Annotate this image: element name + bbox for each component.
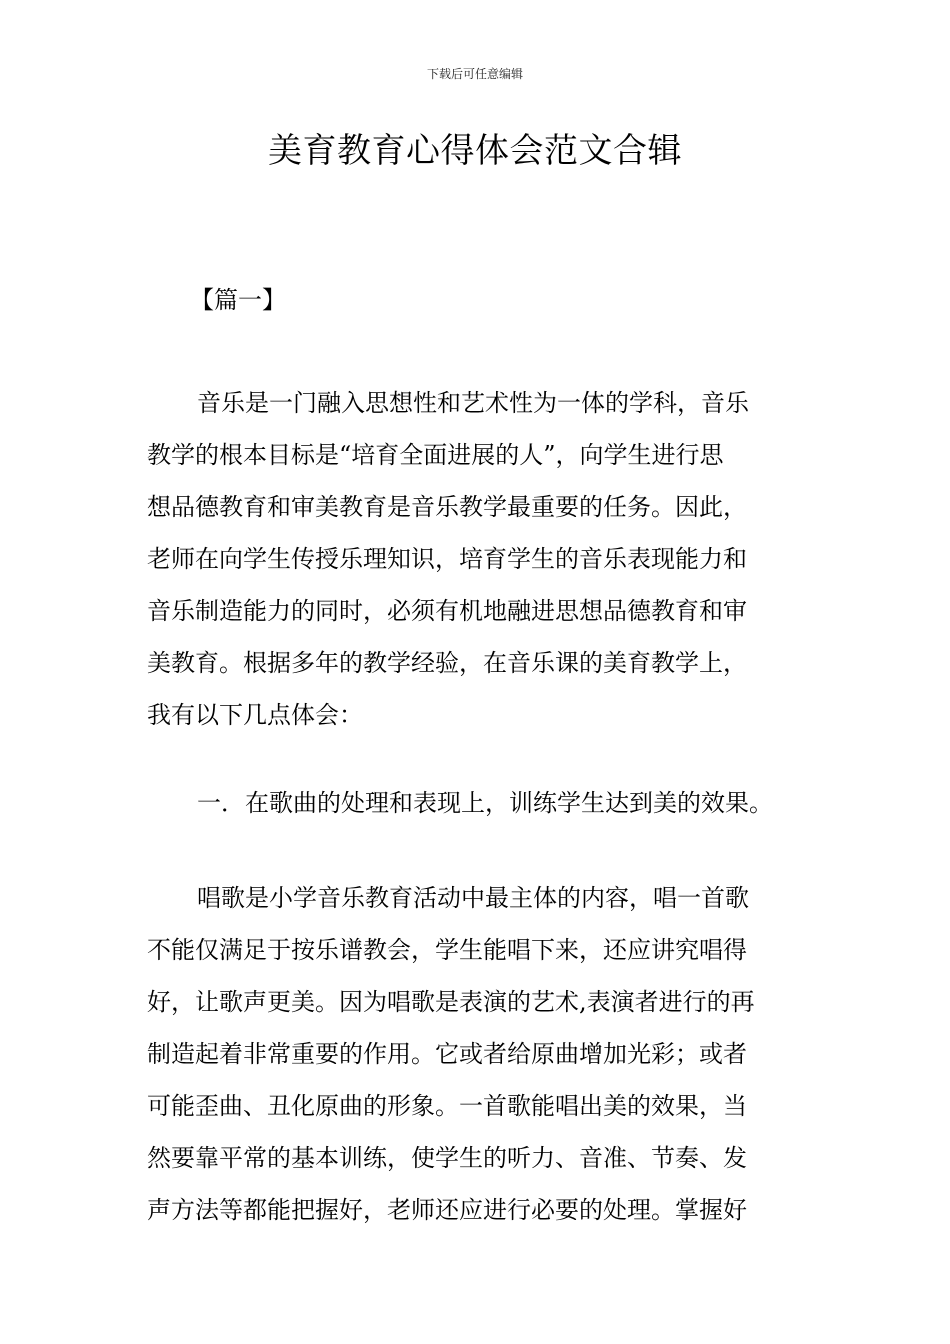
subheading-one	[147, 777, 807, 829]
paragraph-line: 老师在向学生传授乐理知识，培育学生的音乐表现能力和	[147, 545, 747, 573]
paragraph-line: 唱歌是小学音乐教育活动中最主体的内容，唱一首歌	[197, 884, 749, 912]
paragraph-line: 可能歪曲、丑化原曲的形象。一首歌能唱出美的效果，当	[147, 1092, 747, 1120]
subheading-line: 一．在歌曲的处理和表现上，训练学生达到美的效果。	[197, 789, 773, 817]
document-title: 美育教育心得体会范文合辑	[268, 131, 682, 171]
paragraph-intro	[147, 377, 807, 741]
paragraph-line: 然要靠平常的基本训练，使学生的听力、音准、节奏、发	[147, 1144, 747, 1172]
paragraph-line: 不能仅满足于按乐谱教会，学生能唱下来，还应讲究唱得	[147, 936, 747, 964]
paragraph-line: 声方法等都能把握好，老师还应进行必要的处理。掌握好	[147, 1196, 747, 1224]
paragraph-line: 教学的根本目标是“培育全面进展的人”，向学生进行思	[147, 441, 724, 469]
paragraph-line: 好，让歌声更美。因为唱歌是表演的艺术,表演者进行的再	[147, 988, 755, 1016]
paragraph-line: 想品德教育和审美教育是音乐教学最重要的任务。因此，	[147, 493, 747, 521]
paragraph-line: 音乐是一门融入思想性和艺术性为一体的学科，音乐	[197, 389, 749, 417]
section-label: 【篇一】	[190, 286, 286, 314]
header-note: 下载后可任意编辑	[426, 67, 523, 81]
paragraph-singing	[147, 872, 807, 1236]
paragraph-line: 美教育。根据多年的教学经验，在音乐课的美育教学上，	[147, 649, 747, 677]
paragraph-line: 音乐制造能力的同时，必须有机地融进思想品德教育和审	[147, 597, 747, 625]
paragraph-line: 我有以下几点体会：	[147, 701, 363, 729]
paragraph-line: 制造起着非常重要的作用。它或者给原曲增加光彩；或者	[147, 1040, 747, 1068]
